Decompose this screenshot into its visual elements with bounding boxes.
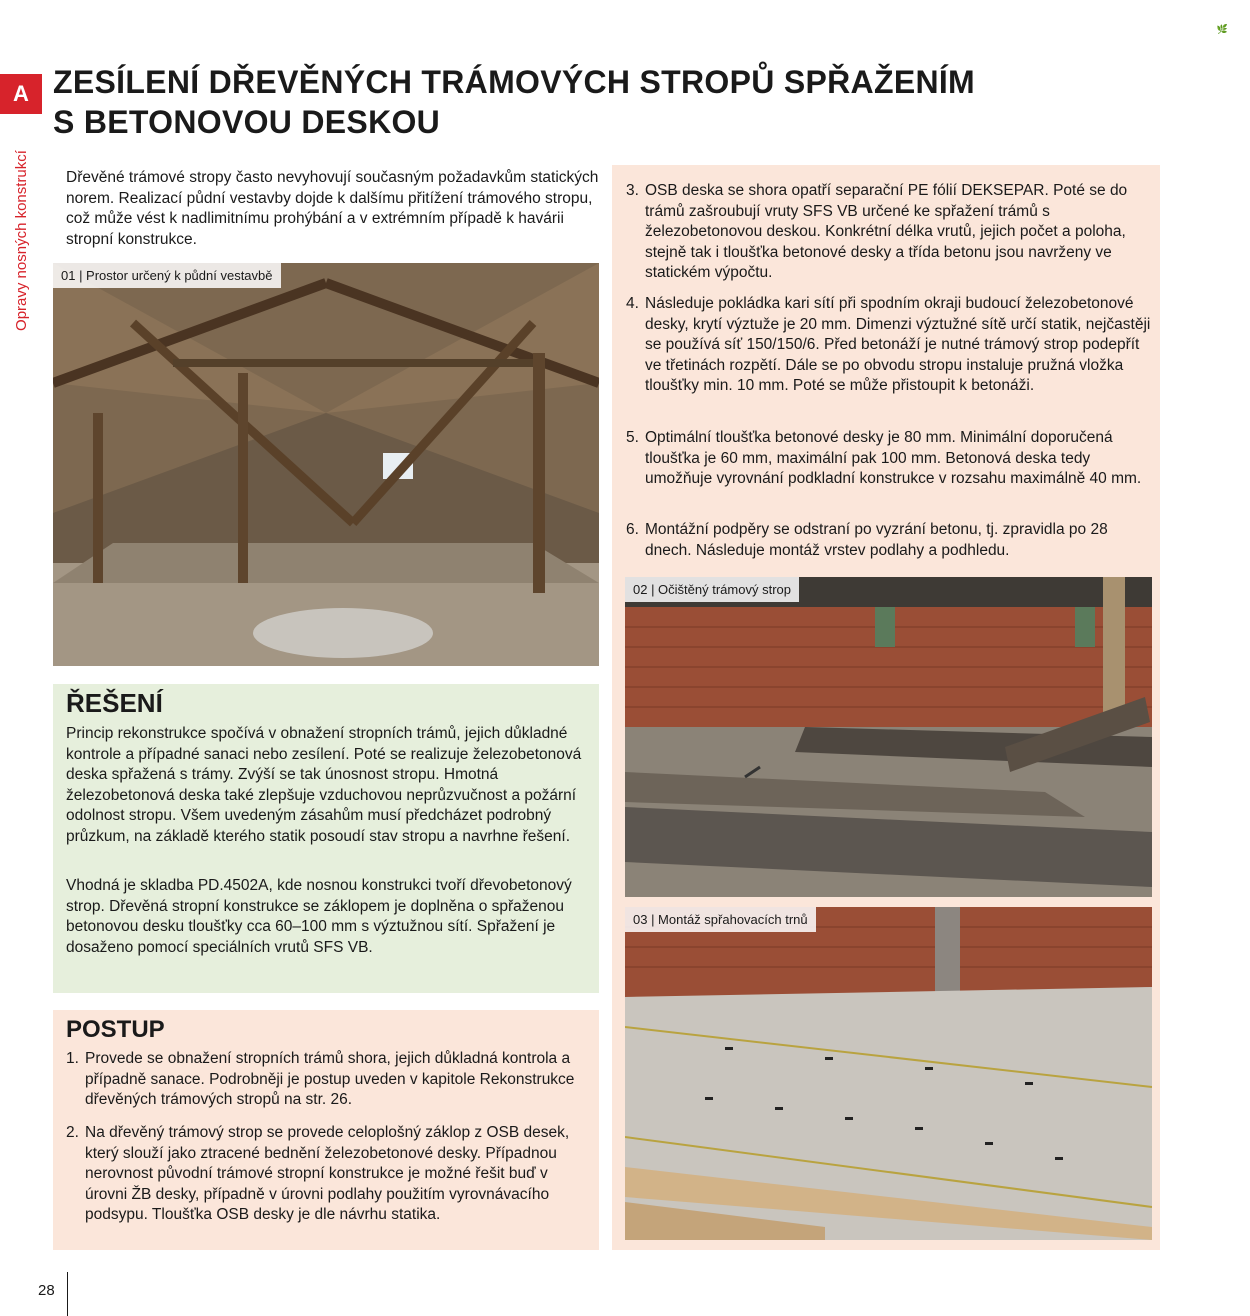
step-number: 5. — [626, 429, 639, 446]
photo-attic-space — [53, 263, 599, 666]
solution-paragraph-2: Vhodná je skladba PD.4502A, kde nosnou konstrukci tvoří dřevobetonový strop. Dřevěná stropní konstrukce se záklopem je doplněna o spřaženou betonovou desku tloušťky cca 60–100 mm s výztužnou sítí. Spřažení je dosaženo pomocí speciálních vrutů SFS VB. — [66, 877, 572, 956]
step-number: 2. — [66, 1124, 79, 1141]
step-number: 6. — [626, 521, 639, 538]
photo-caption-1: 01 | Prostor určený k půdní vestavbě — [53, 263, 281, 288]
page-number: 28 — [38, 1282, 55, 1299]
procedure-step-4 — [626, 294, 1152, 397]
step-text: Na dřevěný trámový strop se provede celoplošný záklop z OSB desek, který slouží jako ztracené bednění železobetonové desky. Případnou nerovnost původní trámové stropní konstrukce je možné řešit buď v úrovni ŽB desky, případně v úrovni podlahy použitím vyrovnávacího podsypu. Tloušťka OSB desky je dle návrhu statika. — [85, 1124, 570, 1223]
solution-box — [53, 684, 599, 993]
step-text: Optimální tloušťka betonové desky je 80 mm. Minimální doporučená tloušťka je 60 mm, maximální pak 100 mm. Betonová deska tedy umožňuje vyrovnání podkladní konstrukce v rozsahu maximálně 40 mm. — [645, 429, 1142, 487]
step-number: 4. — [626, 295, 639, 312]
step-number: 3. — [626, 182, 639, 199]
photo-attic-image — [53, 263, 599, 666]
procedure-step-2 — [66, 1123, 586, 1226]
side-chapter-text: Opravy nosných konstrukcí — [12, 150, 30, 331]
photo-beams-image — [625, 577, 1152, 897]
title-line-1: ZESÍLENÍ DŘEVĚNÝCH TRÁMOVÝCH STROPŮ SPŘAŽENÍM — [53, 64, 976, 100]
step-text: OSB deska se shora opatří separační PE fólií DEKSEPAR. Poté se do trámů zašroubují vruty SFS VB určené ke spřažení trámů s železobetonovou deskou. Konkrétní délka vrutů, jejich počet a poloha, stejně tak i tloušťka betonové desky a třída betonu jsou navrženy ve statickém výpočtu. — [645, 182, 1128, 281]
solution-heading: ŘEŠENÍ — [66, 688, 163, 718]
procedure-step-6 — [626, 520, 1152, 561]
step-text: Montážní podpěry se odstraní po vyzrání betonu, tj. zpravidla po 28 dnech. Následuje montáž vrstev podlahy a podhledu. — [645, 521, 1108, 559]
solution-paragraph-1: Princip rekonstrukce spočívá v obnažení stropních trámů, jejich důkladné kontrole a případné sanaci nebo zesílení. Poté se realizuje železobetonová deska spřažená s trámy. Zvýší se tak únosnost stropu. Hmotná železobetonová deska také zlepšuje vzduchovou neprůzvučnost a požární odolnost stropu. Všem uvedeným zásahům musí předcházet podrobný průzkum, na základě kterého statik posoudí stav stropu a navrhne řešení. — [66, 725, 582, 845]
step-number: 1. — [66, 1050, 79, 1067]
procedure-step-3 — [626, 181, 1152, 284]
photo-cleaned-beam-ceiling — [625, 577, 1152, 897]
procedure-box-left — [53, 1010, 599, 1250]
section-tab: A — [0, 74, 42, 114]
title-line-2: S BETONOVOU DESKOU — [53, 104, 441, 140]
step-text: Provede se obnažení stropních trámů shora, jejich důkladná kontrola a případně sanace. Podrobněji je postup uveden v kapitole Rekonstrukce dřevěných trámových stropů na str. 26. — [85, 1050, 575, 1108]
procedure-heading: POSTUP — [66, 1016, 165, 1043]
page-number-divider — [67, 1272, 68, 1316]
photo-shear-connectors — [625, 907, 1152, 1240]
photo-caption-3: 03 | Montáž spřahovacích trnů — [625, 907, 816, 932]
side-chapter-label — [6, 128, 36, 353]
corner-logo-mark: 🌿 — [1216, 24, 1228, 34]
photo-caption-2: 02 | Očištěný trámový strop — [625, 577, 799, 602]
page-title — [53, 62, 975, 142]
procedure-step-1 — [66, 1049, 586, 1111]
intro-paragraph: Dřevěné trámové stropy často nevyhovují současným požadavkům statických norem. Realizací půdní vestavby dojde k dalšímu přitížení trámového stropu, což může vést k nadlimitnímu prohýbání a v extrémním případě k havárii stropní konstrukce. — [66, 169, 599, 248]
photo-connectors-image — [625, 907, 1152, 1240]
step-text: Následuje pokládka kari sítí při spodním okraji budoucí železobetonové desky, krytí výztuže je 20 mm. Dimenzi výztužné sítě určí statik, nejčastěji se používá síť 150/150/6. Před betonáží je nutné trámový strop podepřít ve třetinách rozpětí. Dále se po obvodu stropu instaluje pružná vložka tloušťky min. 10 mm. Poté se může přistoupit k betonáži. — [645, 295, 1151, 394]
procedure-step-5 — [626, 428, 1152, 490]
